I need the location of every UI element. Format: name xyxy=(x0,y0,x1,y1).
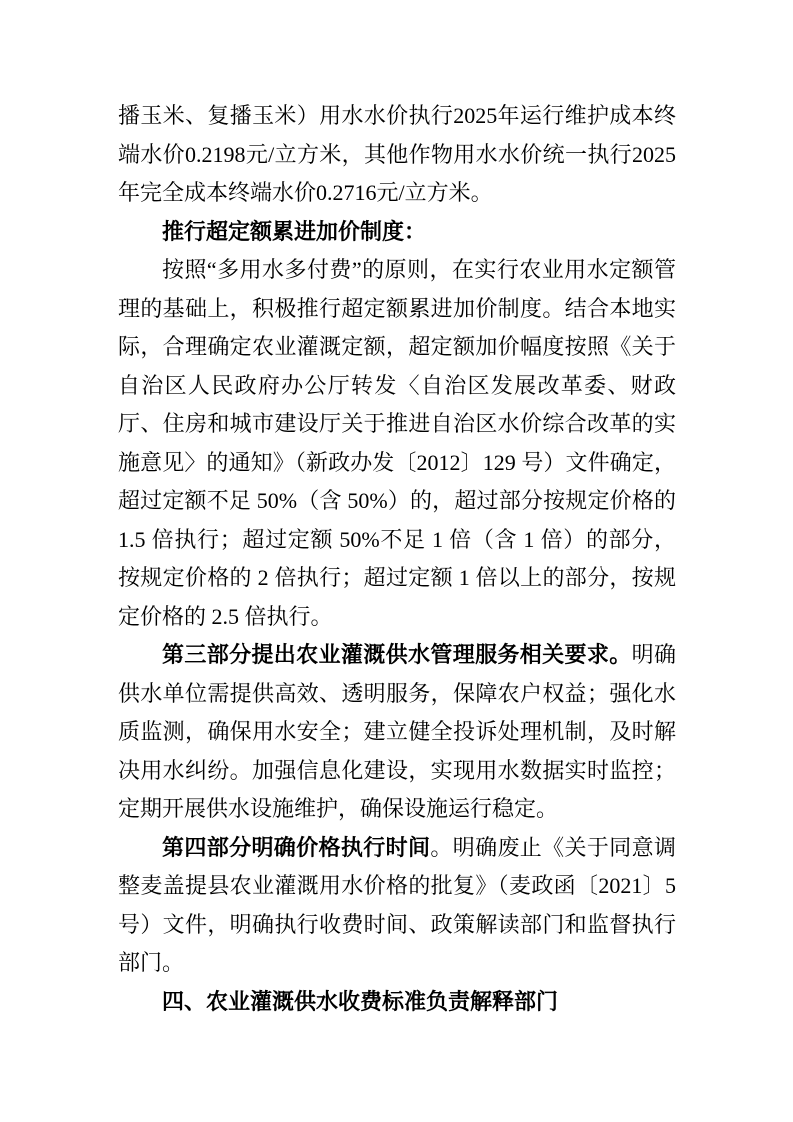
text-run: 推行超定额累进加价制度： xyxy=(162,218,427,244)
text-run: 第四部分明确价格执行时间 xyxy=(162,834,431,860)
text-run: 。明确废止《关于同意调整麦盖提县农业灌溉用水价格的批复》（麦政函〔2021〕5 号）文件，明确执行收费时间、政策解读部门和监督执行部门。 xyxy=(118,834,676,975)
heading-tiered-pricing-system xyxy=(118,213,676,252)
para-part4-execution-time xyxy=(118,829,676,983)
para-part3-service-requirements xyxy=(118,636,676,829)
document-body xyxy=(118,97,676,1021)
text-run: 四、农业灌溉供水收费标准负责解释部门 xyxy=(162,988,559,1014)
text-run: 播玉米、复播玉米）用水水价执行2025年运行维护成本终端水价0.2198元/立方米，其他作物用水水价统一执行2025年完全成本终端水价0.2716元/立方米。 xyxy=(118,103,676,205)
text-run: 第三部分提出农业灌溉供水管理服务相关要求。 xyxy=(162,642,632,667)
text-run: 按照“多用水多付费”的原则，在实行农业用水定额管理的基础上，积极推行超定额累进加价制度。结合本地实际，合理确定农业灌溉定额，超定额加价幅度按照《关于自治区人民政府办公厅转发〈自治区发展改革委、财政厅、住房和城市建设厅关于推进自治区水价综合改革的实施意见〉的通知》（新政办发〔2012〕129 号）文件确定，超过定额不足 50%（含 50%）的，超过部分按规定价格的 1.5 倍执行；超过定额 50%不足 1 倍（含 1 倍）的部分，按规定价格的 2 倍执行；超过定额 1 倍以上的部分，按规定价格的 2.5 倍执行。 xyxy=(118,257,676,629)
heading-section-4-interpretation-department xyxy=(118,983,676,1022)
text-run: 明确供水单位需提供高效、透明服务，保障农户权益；强化水质监测，确保用水安全；建立健全投诉处理机制，及时解决用水纠纷。加强信息化建设，实现用水数据实时监控；定期开展供水设施维护，确保设施运行稳定。 xyxy=(118,642,676,821)
para-water-price-continuation xyxy=(118,97,676,213)
para-tiered-pricing-policy xyxy=(118,251,676,636)
